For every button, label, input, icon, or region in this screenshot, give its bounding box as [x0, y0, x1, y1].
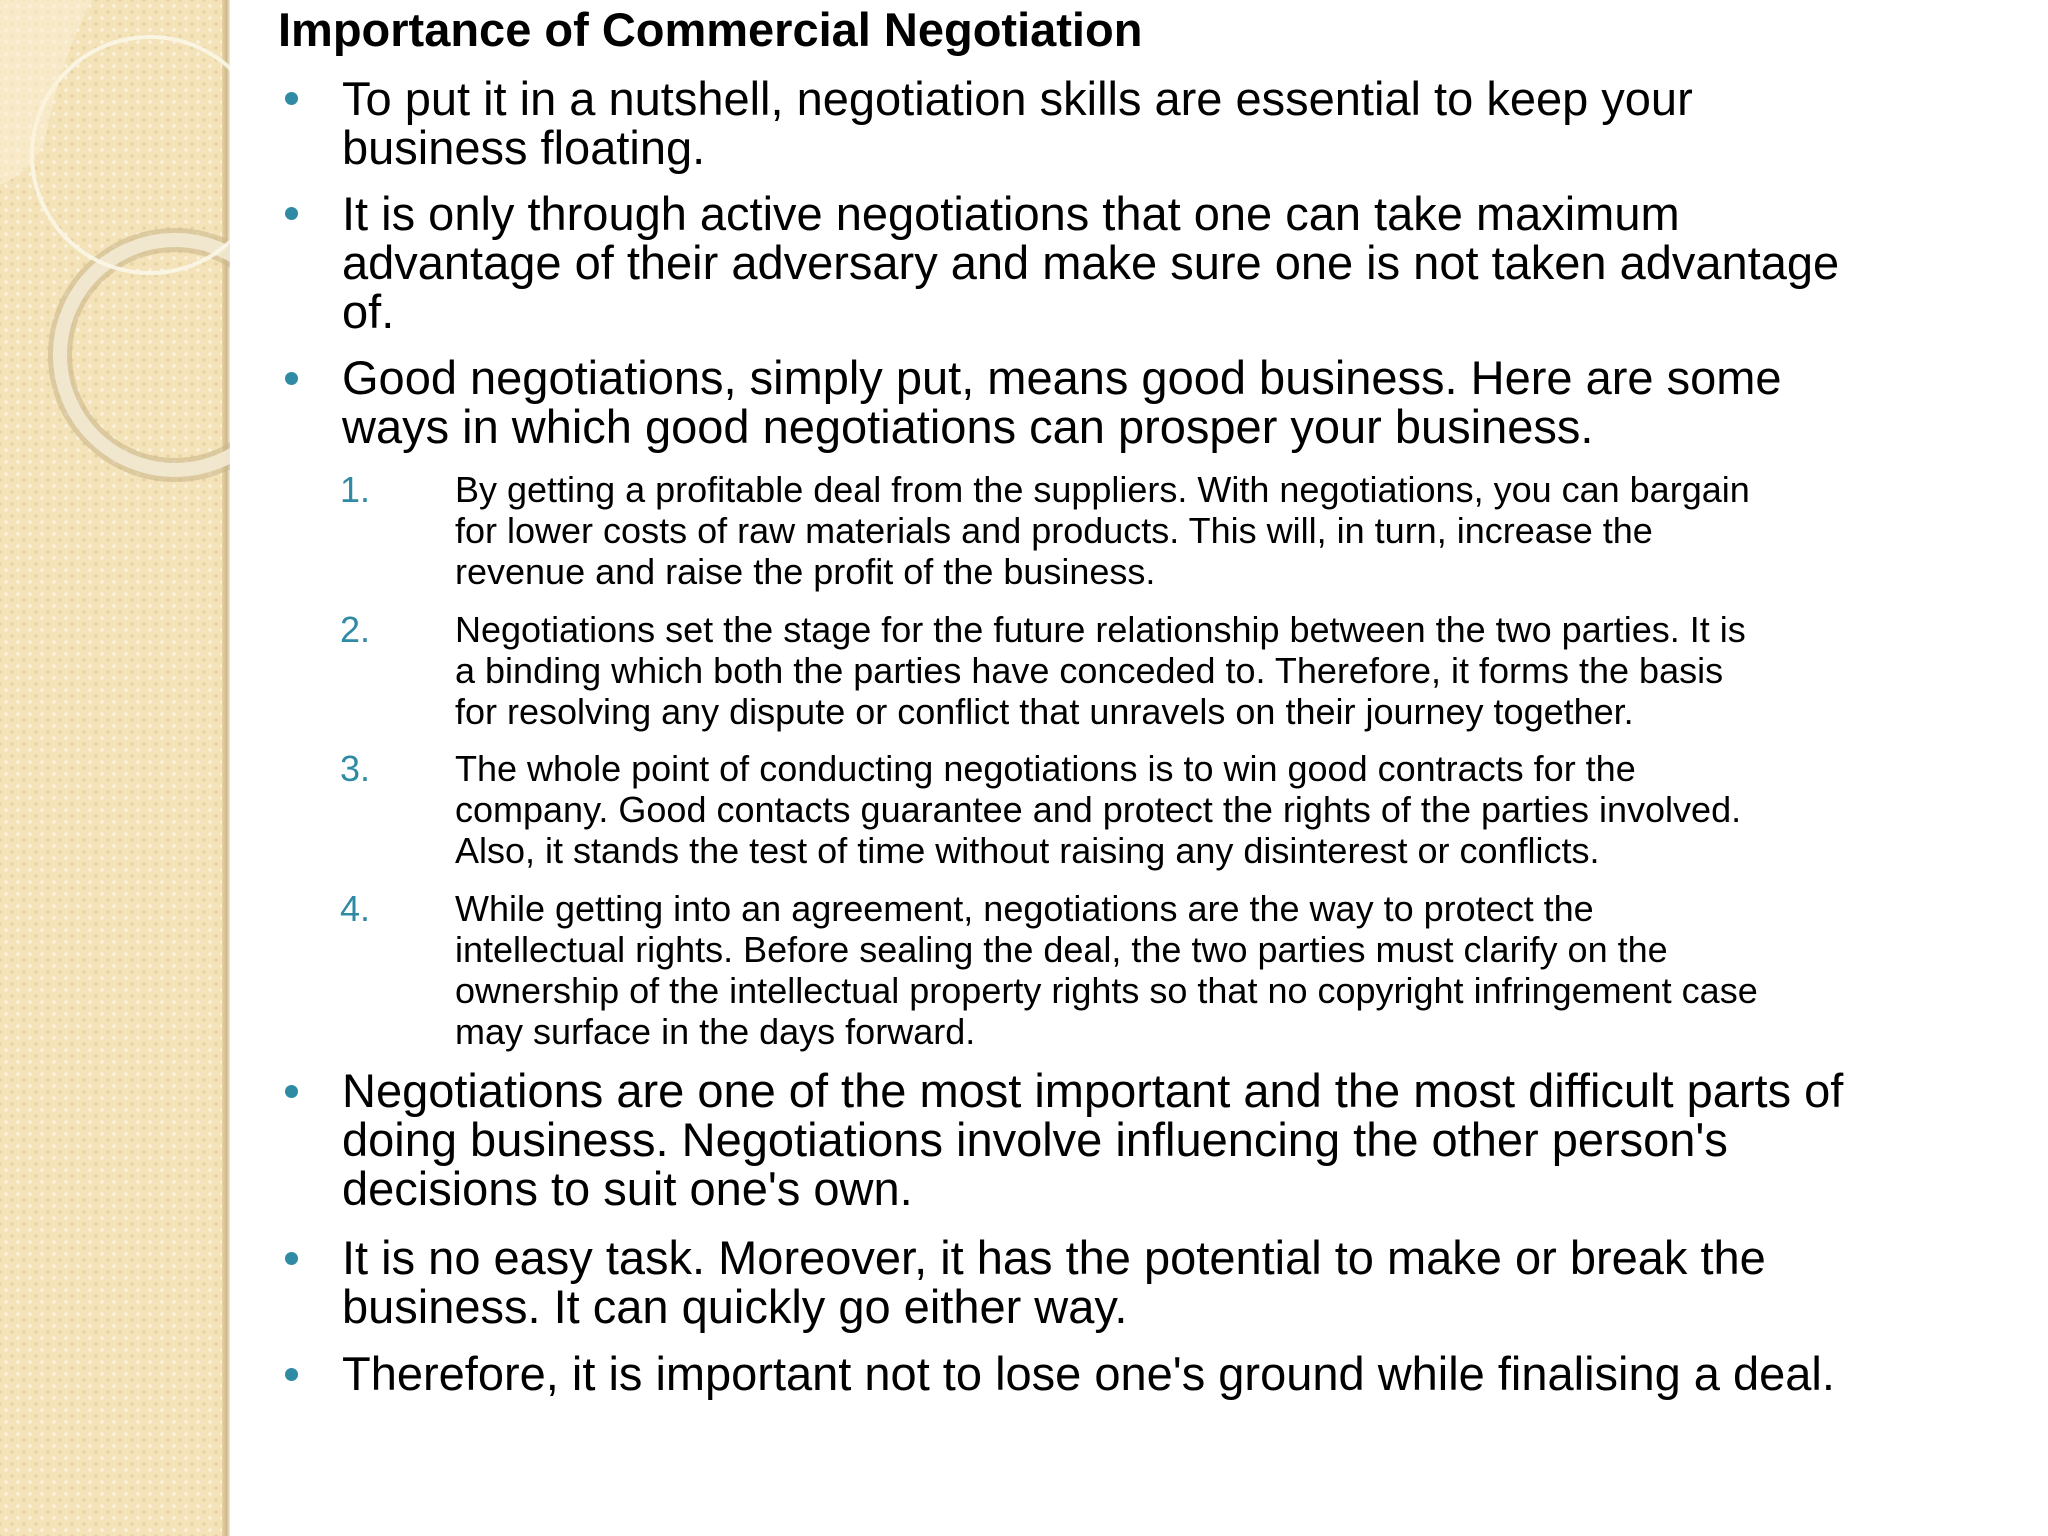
slide-title: Importance of Commercial Negotiation — [278, 3, 1143, 56]
list-number: 3. — [340, 748, 371, 789]
list-number: 4. — [340, 888, 371, 929]
numbered-line: company. Good contacts guarantee and protect the rights of the parties involved. — [455, 789, 1742, 830]
bullet-line: business. It can quickly go either way. — [342, 1280, 1128, 1333]
bullet-item-6 — [342, 1349, 1835, 1398]
bullet-item-5 — [342, 1233, 1766, 1331]
list-number: 1. — [340, 469, 371, 510]
bullet-dot — [285, 1368, 298, 1381]
bullet-dot — [285, 1085, 298, 1098]
bullet-line: Good negotiations, simply put, means good business. Here are some — [342, 351, 1782, 404]
bullet-line: To put it in a nutshell, negotiation skills are essential to keep your — [342, 72, 1693, 125]
numbered-line: intellectual rights. Before sealing the deal, the two parties must clarify on the — [455, 929, 1668, 970]
bullet-dot — [285, 1252, 298, 1265]
bullet-line: business floating. — [342, 121, 706, 174]
bullet-item-2 — [342, 189, 1839, 336]
numbered-line: By getting a profitable deal from the suppliers. With negotiations, you can bargain — [455, 469, 1750, 510]
list-number: 2. — [340, 609, 371, 650]
numbered-line: Negotiations set the stage for the future relationship between the two parties. It is — [455, 609, 1746, 650]
numbered-line: The whole point of conducting negotiations is to win good contracts for the — [455, 748, 1636, 789]
bullet-dot — [285, 92, 298, 105]
numbered-line: Also, it stands the test of time without raising any disinterest or conflicts. — [455, 830, 1600, 871]
bullet-dot — [285, 207, 298, 220]
numbered-item-2 — [455, 609, 1746, 732]
bullet-line: decisions to suit one's own. — [342, 1162, 913, 1215]
bullet-item-1 — [342, 74, 1693, 172]
bullet-line: Negotiations are one of the most important and the most difficult parts of — [342, 1064, 1844, 1117]
bullet-line: doing business. Negotiations involve influencing the other person's — [342, 1113, 1728, 1166]
bullet-line: of. — [342, 285, 395, 338]
numbered-line: While getting into an agreement, negotiations are the way to protect the — [455, 888, 1594, 929]
numbered-line: may surface in the days forward. — [455, 1011, 976, 1052]
numbered-item-1 — [455, 469, 1750, 592]
bullet-item-4 — [342, 1066, 1843, 1213]
bullet-line: It is only through active negotiations that one can take maximum — [342, 187, 1680, 240]
bullet-line: ways in which good negotiations can prosper your business. — [342, 400, 1594, 453]
numbered-item-3 — [455, 748, 1741, 871]
numbered-line: for resolving any dispute or conflict that unravels on their journey together. — [455, 691, 1634, 732]
bullet-item-3 — [342, 353, 1782, 451]
numbered-line: for lower costs of raw materials and products. This will, in turn, increase the — [455, 510, 1653, 551]
bullet-line: advantage of their adversary and make sure one is not taken advantage — [342, 236, 1840, 289]
numbered-line: a binding which both the parties have conceded to. Therefore, it forms the basis — [455, 650, 1724, 691]
numbered-line: revenue and raise the profit of the business. — [455, 551, 1156, 592]
bullet-line: Therefore, it is important not to lose one's ground while finalising a deal. — [342, 1347, 1835, 1400]
numbered-item-4 — [455, 888, 1758, 1052]
numbered-line: ownership of the intellectual property rights so that no copyright infringement case — [455, 970, 1758, 1011]
bullet-dot — [285, 372, 298, 385]
bullet-line: It is no easy task. Moreover, it has the potential to make or break the — [342, 1231, 1766, 1284]
